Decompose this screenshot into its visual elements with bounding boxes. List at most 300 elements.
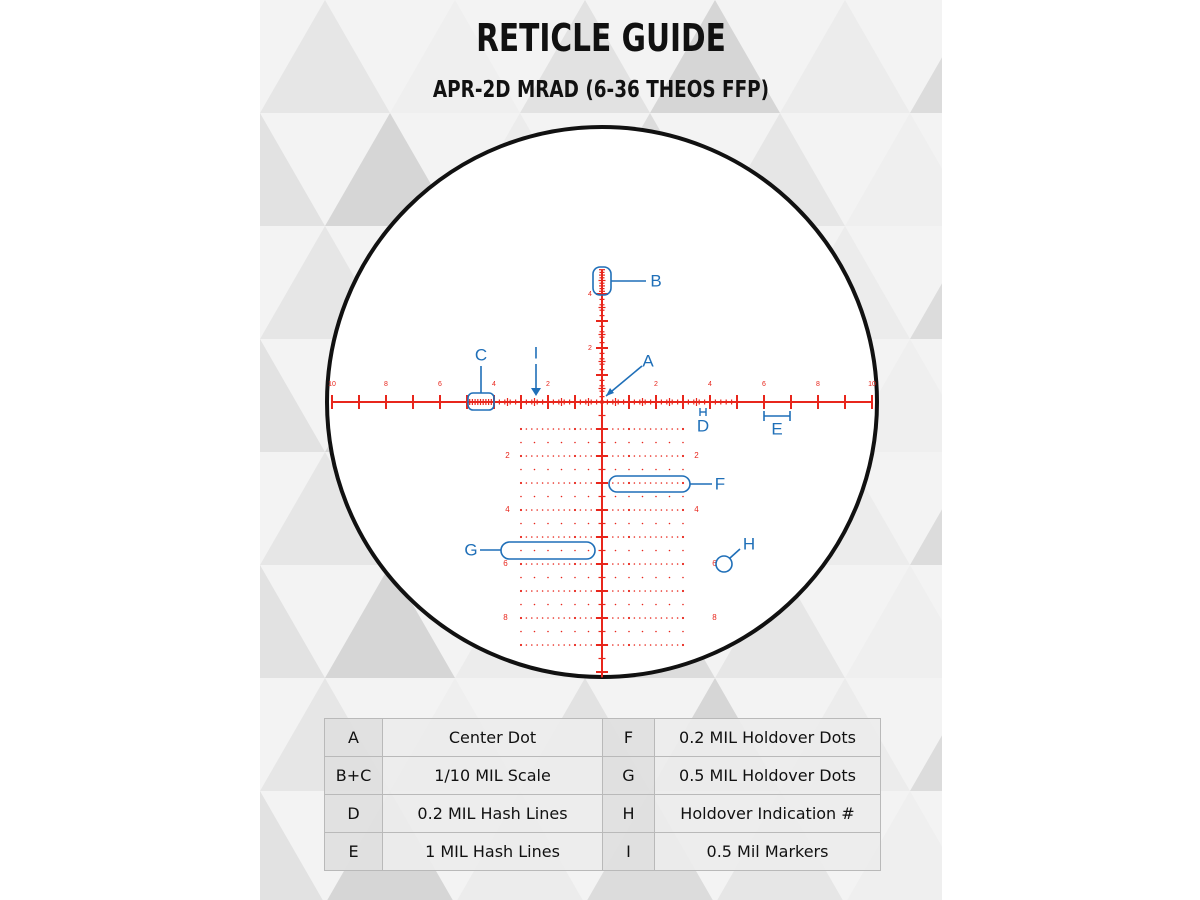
holdover-dot bbox=[542, 617, 544, 619]
holdover-dot bbox=[671, 455, 673, 457]
legend-key: D bbox=[325, 795, 383, 833]
holdover-dot bbox=[580, 428, 582, 430]
holdover-dot bbox=[650, 563, 652, 565]
holdover-dot bbox=[596, 482, 598, 484]
holdover-dot bbox=[526, 617, 528, 619]
holdover-dot bbox=[642, 550, 644, 552]
holdover-dot bbox=[655, 496, 657, 498]
holdover-dot bbox=[682, 428, 684, 430]
holdover-dot bbox=[607, 590, 609, 592]
holdover-dot bbox=[536, 590, 538, 592]
holdover-dot bbox=[563, 563, 565, 565]
holdover-dot bbox=[596, 644, 598, 646]
holdover-dot bbox=[628, 455, 630, 457]
holdover-dot bbox=[596, 428, 598, 430]
holdover-dot bbox=[634, 536, 636, 538]
holdover-dot bbox=[531, 509, 533, 511]
holdover-dot bbox=[520, 455, 522, 457]
holdover-dot bbox=[590, 563, 592, 565]
legend-key: E bbox=[325, 833, 383, 871]
holdover-dot bbox=[588, 442, 590, 444]
holdover-dot bbox=[547, 442, 549, 444]
holdover-dot bbox=[682, 550, 684, 552]
holdover-dot bbox=[639, 563, 641, 565]
holdover-dot bbox=[553, 617, 555, 619]
holdover-dot bbox=[596, 563, 598, 565]
holdover-dot bbox=[547, 428, 549, 430]
holdover-dot bbox=[520, 577, 522, 579]
holdover-dot bbox=[590, 482, 592, 484]
holdover-dot bbox=[617, 617, 619, 619]
holdover-dot bbox=[561, 550, 563, 552]
holdover-dot bbox=[655, 442, 657, 444]
holdover-dot bbox=[682, 496, 684, 498]
vertical-scale-label: 4 bbox=[588, 290, 592, 298]
holdover-dot bbox=[590, 536, 592, 538]
holdover-dot bbox=[536, 536, 538, 538]
holdover-dot bbox=[569, 644, 571, 646]
holdover-dot bbox=[666, 644, 668, 646]
holdover-dot bbox=[574, 617, 576, 619]
holdover-dot bbox=[531, 536, 533, 538]
holdover-dot bbox=[574, 509, 576, 511]
holdover-dot bbox=[666, 617, 668, 619]
holdover-dot bbox=[574, 631, 576, 633]
holdover-dot bbox=[561, 469, 563, 471]
holdover-dot bbox=[547, 509, 549, 511]
holdover-dot bbox=[682, 644, 684, 646]
holdover-dot bbox=[677, 428, 679, 430]
holdover-dot bbox=[542, 509, 544, 511]
holdover-dot bbox=[574, 523, 576, 525]
holdover-dot bbox=[531, 455, 533, 457]
holdover-dot bbox=[671, 428, 673, 430]
legend-key: I bbox=[603, 833, 655, 871]
holdover-dot bbox=[553, 536, 555, 538]
holdover-dot bbox=[623, 482, 625, 484]
horizontal-scale-label: 8 bbox=[384, 380, 388, 388]
holdover-dot bbox=[580, 536, 582, 538]
holdover-dot bbox=[639, 590, 641, 592]
holdover-dot bbox=[612, 428, 614, 430]
holdover-dot bbox=[615, 577, 617, 579]
page-title: RETICLE GUIDE bbox=[476, 16, 726, 60]
holdover-dot bbox=[661, 590, 663, 592]
holdover-dot bbox=[531, 644, 533, 646]
holdover-dot bbox=[547, 563, 549, 565]
holdover-dot bbox=[526, 455, 528, 457]
holdover-dot bbox=[655, 550, 657, 552]
holdover-dot bbox=[612, 455, 614, 457]
holdover-dot bbox=[520, 631, 522, 633]
holdover-dot bbox=[558, 536, 560, 538]
holdover-dot bbox=[655, 590, 657, 592]
legend-key: B+C bbox=[325, 757, 383, 795]
holdover-number-left: 2 bbox=[505, 451, 510, 461]
holdover-dot bbox=[615, 550, 617, 552]
holdover-dot bbox=[588, 550, 590, 552]
holdover-dot bbox=[526, 644, 528, 646]
holdover-dot bbox=[644, 482, 646, 484]
holdover-dot bbox=[669, 442, 671, 444]
holdover-dot bbox=[644, 536, 646, 538]
holdover-dot bbox=[682, 604, 684, 606]
holdover-dot bbox=[547, 482, 549, 484]
holdover-dot bbox=[661, 644, 663, 646]
holdover-dot bbox=[655, 563, 657, 565]
holdover-dot bbox=[661, 482, 663, 484]
holdover-dot bbox=[526, 590, 528, 592]
holdover-dot bbox=[655, 617, 657, 619]
holdover-dot bbox=[520, 442, 522, 444]
holdover-dot bbox=[547, 604, 549, 606]
holdover-dot bbox=[628, 523, 630, 525]
holdover-dot bbox=[563, 455, 565, 457]
holdover-dot bbox=[536, 428, 538, 430]
holdover-dot bbox=[644, 617, 646, 619]
holdover-dot bbox=[628, 442, 630, 444]
callout-label-c: C bbox=[474, 345, 488, 365]
holdover-dot bbox=[596, 536, 598, 538]
legend-description: 1 MIL Hash Lines bbox=[383, 833, 603, 871]
legend-row bbox=[325, 795, 881, 833]
callout-label-d: D bbox=[696, 416, 710, 436]
holdover-dot bbox=[669, 604, 671, 606]
holdover-dot bbox=[580, 482, 582, 484]
holdover-dot bbox=[650, 455, 652, 457]
holdover-dot bbox=[574, 455, 576, 457]
holdover-dot bbox=[607, 644, 609, 646]
holdover-dot bbox=[634, 590, 636, 592]
holdover-dot bbox=[536, 563, 538, 565]
holdover-dot bbox=[520, 496, 522, 498]
holdover-dot bbox=[569, 617, 571, 619]
holdover-dot bbox=[642, 631, 644, 633]
holdover-dot bbox=[650, 617, 652, 619]
holdover-dot bbox=[661, 509, 663, 511]
holdover-dot bbox=[574, 644, 576, 646]
holdover-dot bbox=[561, 577, 563, 579]
holdover-dot bbox=[666, 455, 668, 457]
legend-description: Holdover Indication # bbox=[655, 795, 881, 833]
legend-row bbox=[325, 833, 881, 871]
callout-label-a: A bbox=[642, 351, 654, 371]
holdover-dot bbox=[590, 455, 592, 457]
holdover-dot bbox=[671, 482, 673, 484]
holdover-dot bbox=[634, 509, 636, 511]
horizontal-scale-label: 2 bbox=[546, 380, 550, 388]
holdover-dot bbox=[682, 563, 684, 565]
holdover-dot bbox=[612, 590, 614, 592]
holdover-dot bbox=[671, 590, 673, 592]
holdover-dot bbox=[547, 536, 549, 538]
holdover-dot bbox=[644, 455, 646, 457]
holdover-dot bbox=[628, 469, 630, 471]
holdover-dot bbox=[650, 644, 652, 646]
holdover-dot bbox=[588, 631, 590, 633]
vertical-scale-label: 2 bbox=[588, 344, 592, 352]
holdover-dot bbox=[596, 617, 598, 619]
holdover-dot bbox=[628, 577, 630, 579]
holdover-dot bbox=[642, 442, 644, 444]
holdover-dot bbox=[650, 536, 652, 538]
holdover-dot bbox=[547, 631, 549, 633]
holdover-dot bbox=[547, 496, 549, 498]
horizontal-scale-label: 2 bbox=[654, 380, 658, 388]
holdover-dot bbox=[639, 509, 641, 511]
holdover-dot bbox=[677, 536, 679, 538]
holdover-dot bbox=[617, 482, 619, 484]
holdover-dot bbox=[520, 563, 522, 565]
holdover-dot bbox=[574, 482, 576, 484]
holdover-dot bbox=[655, 509, 657, 511]
holdover-number-left: 6 bbox=[503, 559, 508, 569]
holdover-dot bbox=[661, 455, 663, 457]
holdover-dot bbox=[644, 590, 646, 592]
holdover-dot bbox=[644, 563, 646, 565]
holdover-dot bbox=[585, 644, 587, 646]
holdover-dot bbox=[574, 550, 576, 552]
holdover-dot bbox=[607, 482, 609, 484]
holdover-dot bbox=[553, 482, 555, 484]
holdover-dot bbox=[642, 577, 644, 579]
holdover-dot bbox=[558, 428, 560, 430]
holdover-dot bbox=[661, 536, 663, 538]
holdover-dot bbox=[574, 563, 576, 565]
holdover-dot bbox=[612, 644, 614, 646]
holdover-dot bbox=[561, 604, 563, 606]
holdover-dot bbox=[612, 617, 614, 619]
holdover-dot bbox=[628, 509, 630, 511]
holdover-dot bbox=[590, 590, 592, 592]
holdover-dot bbox=[520, 469, 522, 471]
holdover-dot bbox=[612, 509, 614, 511]
holdover-dot bbox=[644, 428, 646, 430]
horizontal-scale-label: 6 bbox=[438, 380, 442, 388]
holdover-dot bbox=[590, 617, 592, 619]
holdover-dot bbox=[642, 604, 644, 606]
holdover-dot bbox=[590, 644, 592, 646]
holdover-dot bbox=[534, 550, 536, 552]
holdover-dot bbox=[634, 482, 636, 484]
holdover-number-right: 4 bbox=[694, 505, 699, 515]
holdover-dot bbox=[671, 617, 673, 619]
holdover-dot bbox=[682, 482, 684, 484]
callout-label-h: H bbox=[742, 534, 756, 554]
holdover-number-left: 8 bbox=[503, 613, 508, 623]
holdover-dot bbox=[585, 536, 587, 538]
holdover-dot bbox=[588, 496, 590, 498]
holdover-dot bbox=[623, 563, 625, 565]
holdover-dot bbox=[671, 563, 673, 565]
legend-key: G bbox=[603, 757, 655, 795]
legend-key: F bbox=[603, 719, 655, 757]
holdover-dot bbox=[596, 509, 598, 511]
callout-label-f: F bbox=[714, 474, 726, 494]
holdover-dot bbox=[553, 509, 555, 511]
holdover-dot bbox=[561, 631, 563, 633]
holdover-dot bbox=[607, 455, 609, 457]
holdover-dot bbox=[536, 455, 538, 457]
holdover-dot bbox=[580, 617, 582, 619]
holdover-dot bbox=[563, 590, 565, 592]
holdover-dot bbox=[585, 509, 587, 511]
holdover-dot bbox=[644, 644, 646, 646]
callout-label-g: G bbox=[464, 540, 478, 560]
holdover-dot bbox=[588, 577, 590, 579]
callout-label-i: I bbox=[533, 343, 539, 363]
legend-description: 0.2 MIL Holdover Dots bbox=[655, 719, 881, 757]
holdover-dot bbox=[655, 604, 657, 606]
holdover-dot bbox=[553, 590, 555, 592]
holdover-dot bbox=[617, 563, 619, 565]
holdover-dot bbox=[682, 509, 684, 511]
holdover-dot bbox=[669, 523, 671, 525]
holdover-dot bbox=[617, 509, 619, 511]
holdover-dot bbox=[682, 523, 684, 525]
holdover-dot bbox=[682, 536, 684, 538]
holdover-dot bbox=[607, 563, 609, 565]
holdover-dot bbox=[590, 428, 592, 430]
holdover-dot bbox=[628, 496, 630, 498]
holdover-dot bbox=[580, 590, 582, 592]
holdover-dot bbox=[682, 577, 684, 579]
holdover-dot bbox=[655, 536, 657, 538]
holdover-dot bbox=[520, 617, 522, 619]
holdover-dot bbox=[585, 428, 587, 430]
holdover-dot bbox=[580, 563, 582, 565]
holdover-dot bbox=[669, 577, 671, 579]
holdover-dot bbox=[534, 469, 536, 471]
holdover-dot bbox=[561, 523, 563, 525]
holdover-dot bbox=[617, 455, 619, 457]
holdover-dot bbox=[574, 496, 576, 498]
holdover-dot bbox=[617, 428, 619, 430]
legend-description: 0.5 Mil Markers bbox=[655, 833, 881, 871]
holdover-dot bbox=[607, 617, 609, 619]
holdover-dot bbox=[520, 509, 522, 511]
holdover-dot bbox=[615, 604, 617, 606]
holdover-dot bbox=[677, 455, 679, 457]
horizontal-scale-label: 10 bbox=[328, 380, 336, 388]
holdover-dot bbox=[628, 590, 630, 592]
holdover-dot bbox=[671, 536, 673, 538]
horizontal-scale-label: 6 bbox=[762, 380, 766, 388]
holdover-dot bbox=[542, 536, 544, 538]
holdover-dot bbox=[642, 496, 644, 498]
legend-description: 1/10 MIL Scale bbox=[383, 757, 603, 795]
holdover-dot bbox=[520, 523, 522, 525]
holdover-dot bbox=[677, 482, 679, 484]
holdover-dot bbox=[547, 617, 549, 619]
holdover-dot bbox=[655, 523, 657, 525]
holdover-dot bbox=[661, 428, 663, 430]
holdover-dot bbox=[585, 617, 587, 619]
holdover-dot bbox=[642, 469, 644, 471]
holdover-dot bbox=[542, 644, 544, 646]
holdover-dot bbox=[639, 536, 641, 538]
legend-key: H bbox=[603, 795, 655, 833]
holdover-dot bbox=[607, 536, 609, 538]
holdover-dot bbox=[542, 455, 544, 457]
holdover-dot bbox=[677, 644, 679, 646]
holdover-dot bbox=[547, 469, 549, 471]
holdover-dot bbox=[650, 428, 652, 430]
reticle-guide-panel bbox=[260, 0, 942, 900]
holdover-dot bbox=[536, 644, 538, 646]
holdover-dot bbox=[520, 590, 522, 592]
holdover-dot bbox=[617, 590, 619, 592]
holdover-dot bbox=[623, 536, 625, 538]
legend-table bbox=[324, 718, 881, 871]
holdover-dot bbox=[650, 590, 652, 592]
holdover-dot bbox=[655, 644, 657, 646]
legend-key: A bbox=[325, 719, 383, 757]
holdover-dot bbox=[628, 428, 630, 430]
holdover-dot bbox=[628, 617, 630, 619]
holdover-dot bbox=[563, 644, 565, 646]
holdover-dot bbox=[655, 631, 657, 633]
holdover-dot bbox=[677, 590, 679, 592]
holdover-dot bbox=[542, 590, 544, 592]
holdover-dot bbox=[612, 482, 614, 484]
holdover-dot bbox=[661, 563, 663, 565]
holdover-dot bbox=[596, 455, 598, 457]
holdover-dot bbox=[666, 590, 668, 592]
holdover-dot bbox=[607, 509, 609, 511]
holdover-dot bbox=[650, 482, 652, 484]
holdover-dot bbox=[569, 428, 571, 430]
holdover-dot bbox=[669, 496, 671, 498]
holdover-dot bbox=[666, 536, 668, 538]
holdover-dot bbox=[574, 604, 576, 606]
holdover-dot bbox=[623, 509, 625, 511]
holdover-dot bbox=[682, 469, 684, 471]
holdover-dot bbox=[623, 617, 625, 619]
holdover-dot bbox=[534, 604, 536, 606]
holdover-dot bbox=[671, 644, 673, 646]
holdover-dot bbox=[531, 590, 533, 592]
holdover-dot bbox=[520, 644, 522, 646]
holdover-dot bbox=[634, 617, 636, 619]
holdover-dot bbox=[677, 563, 679, 565]
holdover-dot bbox=[569, 509, 571, 511]
holdover-dot bbox=[526, 428, 528, 430]
holdover-dot bbox=[547, 644, 549, 646]
holdover-dot bbox=[558, 590, 560, 592]
holdover-dot bbox=[563, 428, 565, 430]
holdover-dot bbox=[569, 536, 571, 538]
holdover-dot bbox=[534, 442, 536, 444]
holdover-dot bbox=[612, 536, 614, 538]
holdover-dot bbox=[669, 469, 671, 471]
holdover-dot bbox=[547, 550, 549, 552]
legend-row bbox=[325, 757, 881, 795]
holdover-dot bbox=[561, 496, 563, 498]
holdover-dot bbox=[526, 509, 528, 511]
holdover-dot bbox=[634, 428, 636, 430]
holdover-dot bbox=[574, 577, 576, 579]
holdover-dot bbox=[536, 509, 538, 511]
holdover-dot bbox=[553, 428, 555, 430]
holdover-dot bbox=[682, 590, 684, 592]
holdover-dot bbox=[617, 536, 619, 538]
holdover-dot bbox=[682, 455, 684, 457]
holdover-dot bbox=[677, 617, 679, 619]
holdover-dot bbox=[607, 428, 609, 430]
holdover-dot bbox=[644, 509, 646, 511]
holdover-dot bbox=[639, 455, 641, 457]
